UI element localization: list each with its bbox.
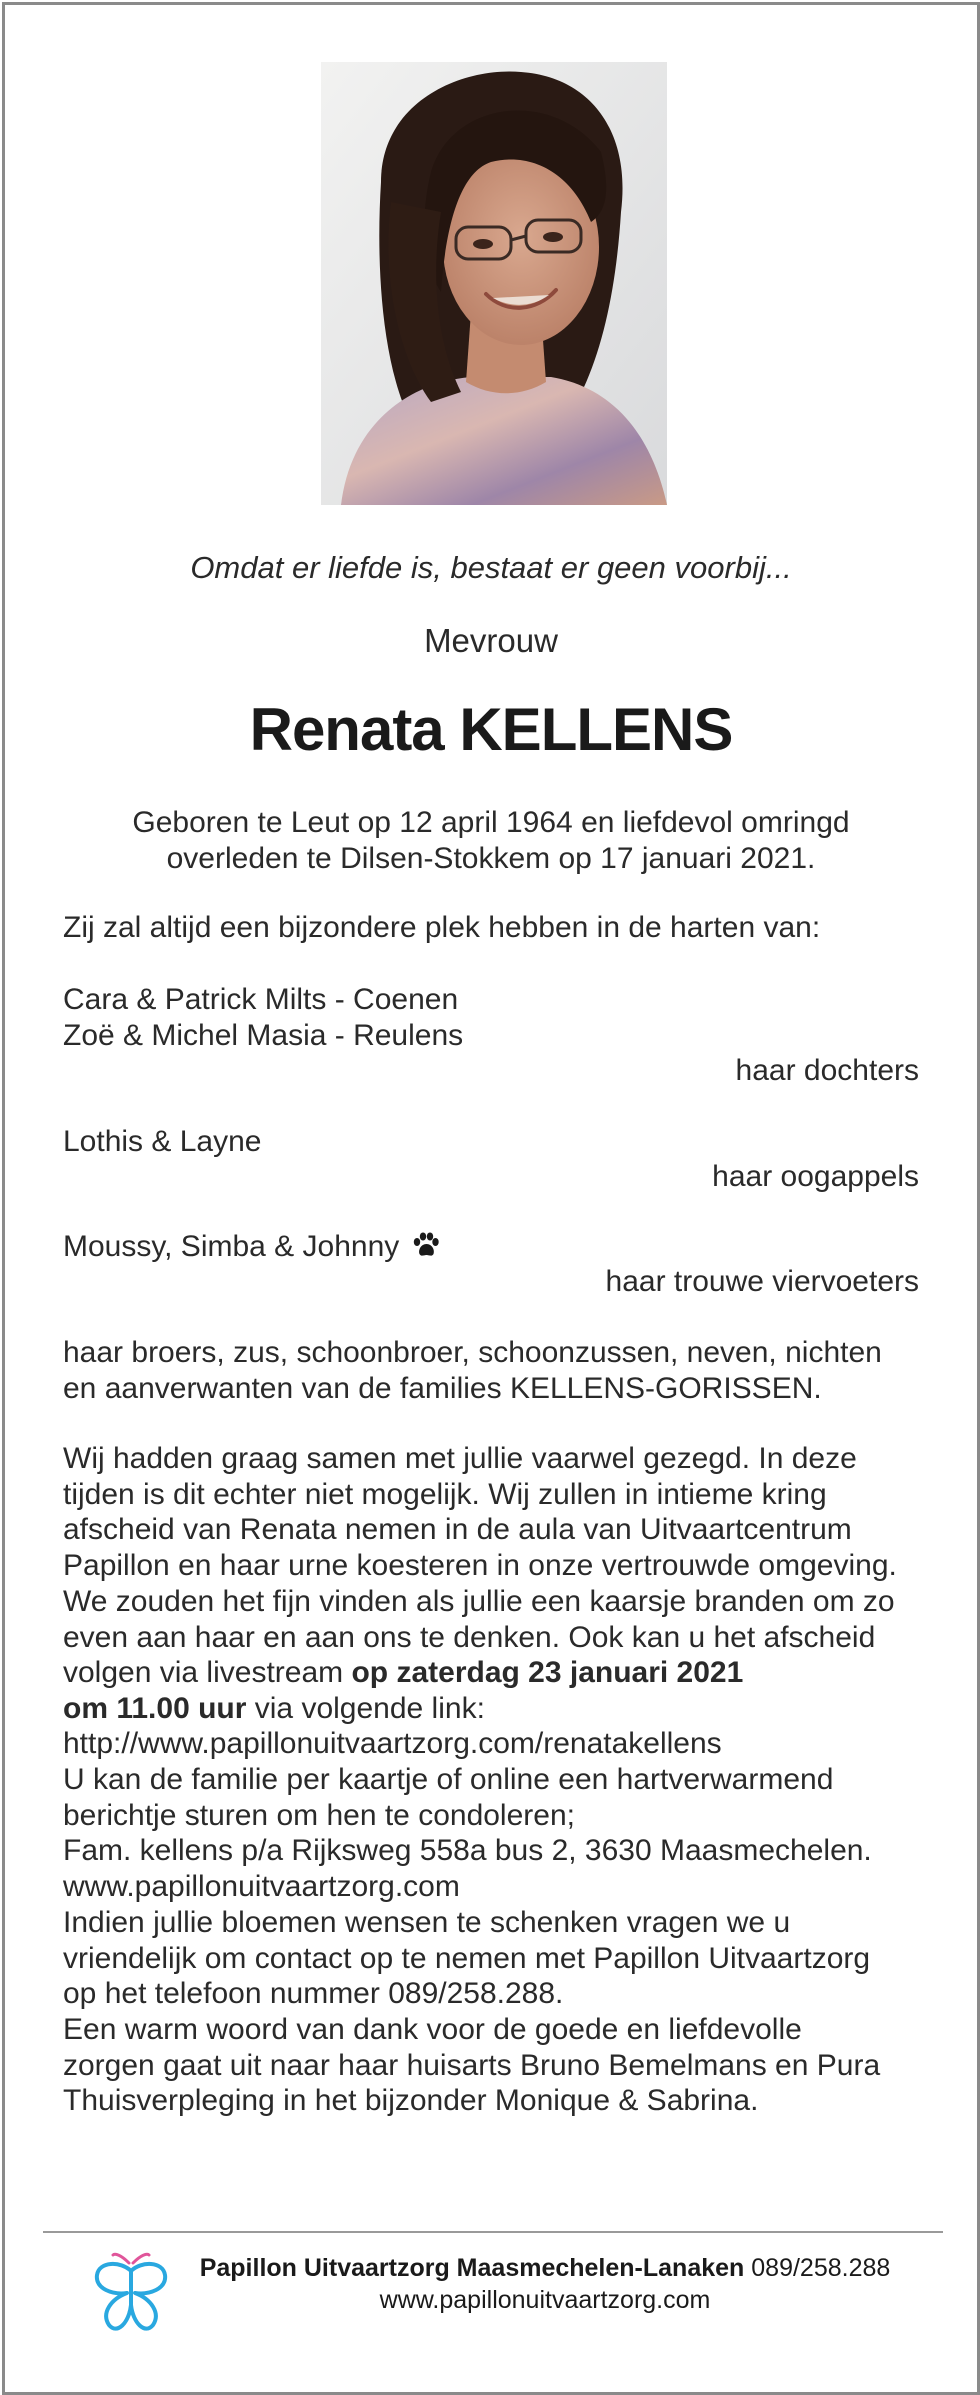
livestream-link[interactable]: http://www.papillonuitvaartzorg.com/renatakellens [63, 1727, 722, 1760]
farewell-line-4: Papillon en haar urne koesteren in onze vertrouwde omgeving. [63, 1548, 897, 1582]
footer-company: Papillon Uitvaartzorg Maasmechelen-Lanaken [199, 2254, 745, 2282]
footer-company-line [185, 2252, 905, 2284]
livestream-pre: volgen via livestream [63, 1656, 352, 1689]
thanks-line-3: Thuisverpleging in het bijzonder Monique & Sabrina. [63, 2084, 759, 2117]
condolence-line-2: berichtje sturen om hen te condoleren; [63, 1798, 575, 1832]
flowers-line-3: op het telefoon nummer 089/258.288. [63, 1977, 564, 2010]
thanks-line-2: zorgen gaat uit naar haar huisarts Bruno Bemelmans en Pura [63, 2048, 881, 2082]
daughter-line-2: Zoë & Michel Masia - Reulens [63, 1018, 464, 1052]
birth-line: Geboren te Leut op 12 april 1964 en liefdevol omringd [132, 806, 850, 839]
pets-role: haar trouwe viervoeters [605, 1265, 919, 1298]
livestream-date: op zaterdag 23 januari 2021 [351, 1656, 744, 1689]
condolence-line-1: U kan de familie per kaartje of online een hartverwarmend [63, 1763, 834, 1796]
paw-icon [412, 1231, 440, 1267]
daughters-role: haar dochters [735, 1054, 919, 1087]
farewell-line-1: Wij hadden graag samen met jullie vaarwel gezegd. In deze [63, 1442, 857, 1475]
deceased-name: Renata KELLENS [249, 696, 733, 763]
condolence-address: Fam. kellens p/a Rijksweg 558a bus 2, 3630 Maasmechelen. [63, 1834, 872, 1867]
grandchildren-names: Lothis & Layne [63, 1125, 262, 1158]
farewell-line-2: tijden is dit echter niet mogelijk. Wij zullen in intieme kring [63, 1477, 827, 1511]
footer-website-link[interactable]: www.papillonuitvaartzorg.com [379, 2286, 711, 2314]
pets-line [63, 1229, 933, 1267]
birth-death-text [5, 805, 977, 877]
livestream-line-1: We zouden het fijn vinden als jullie een kaarsje branden om zo [63, 1585, 895, 1618]
livestream-time: om 11.00 uur [63, 1691, 247, 1725]
portrait-photo [321, 62, 667, 505]
condolence-paragraph [63, 1762, 933, 1904]
intro-text: Zij zal altijd een bijzondere plek hebben in de harten van: [63, 911, 821, 944]
thanks-paragraph [63, 2012, 933, 2119]
livestream-line-4 [63, 1691, 933, 1727]
butterfly-logo-icon [91, 2249, 171, 2337]
flowers-line-2: vriendelijk om contact op te nemen met Papillon Uitvaartzorg [63, 1941, 871, 1975]
flowers-paragraph [63, 1905, 933, 2012]
condolence-website-link[interactable]: www.papillonuitvaartzorg.com [63, 1869, 460, 1903]
pets-names: Moussy, Simba & Johnny [63, 1230, 400, 1263]
salutation: Mevrouw [424, 622, 558, 659]
thanks-line-1: Een warm woord van dank voor de goede en liefdevolle [63, 2013, 802, 2046]
footer-phone: 089/258.288 [744, 2254, 891, 2282]
livestream-paragraph [63, 1584, 933, 1762]
livestream-line-3 [63, 1655, 933, 1691]
motto-quote: Omdat er liefde is, bestaat er geen voorbij... [190, 550, 792, 585]
footer-divider [43, 2231, 943, 2233]
flowers-line-1: Indien jullie bloemen wensen te schenken vragen we u [63, 1906, 791, 1939]
daughters-names [63, 982, 933, 1053]
footer-info [185, 2252, 905, 2316]
grandchildren-role: haar oogappels [712, 1160, 919, 1193]
livestream-line-2: even aan haar en aan ons te denken. Ook kan u het afscheid [63, 1620, 876, 1654]
obituary-card [2, 2, 980, 2395]
livestream-post: via volgende link: [246, 1691, 485, 1725]
family-line-1: haar broers, zus, schoonbroer, schoonzussen, neven, nichten [63, 1336, 882, 1369]
death-line: overleden te Dilsen-Stokkem op 17 januari 2021. [166, 842, 816, 875]
farewell-line-3: afscheid van Renata nemen in de aula van Uitvaartcentrum [63, 1513, 852, 1546]
family-line-2: en aanverwanten van de families KELLENS-GORISSEN. [63, 1371, 822, 1405]
farewell-paragraph [63, 1441, 933, 1583]
family-text [63, 1335, 933, 1406]
daughter-line-1: Cara & Patrick Milts - Coenen [63, 983, 459, 1016]
